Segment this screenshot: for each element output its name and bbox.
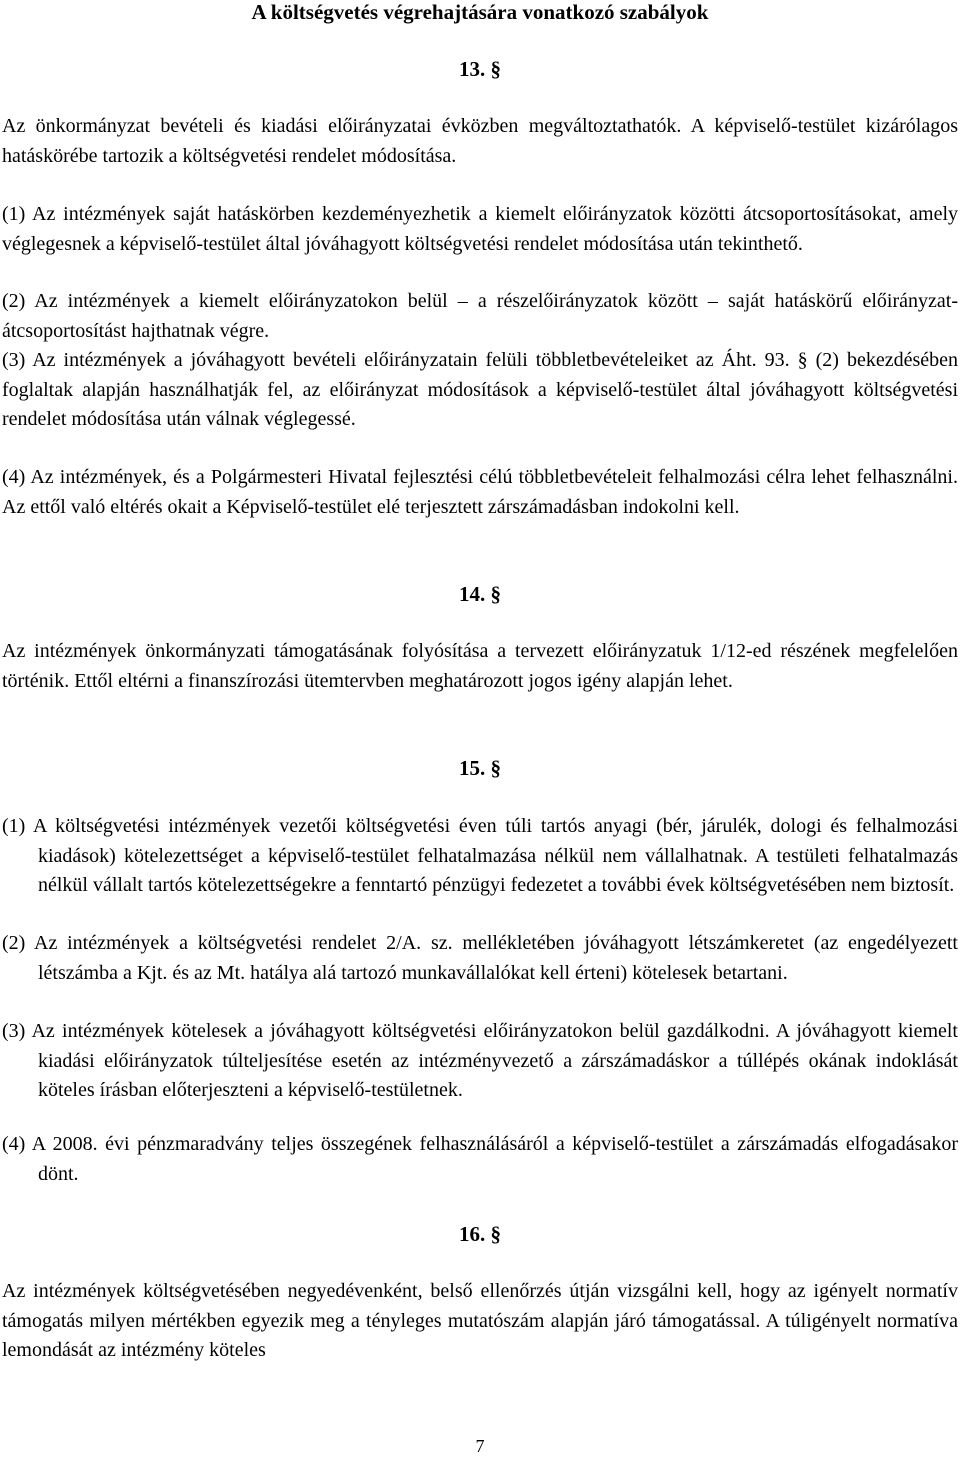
- section-13-intro: Az önkormányzat bevételi és kiadási előirányzatai évközben megváltoztathatók. A képviselő-testület kizárólagos hatáskörébe tartozik a költségvetési rendelet módosítása.: [2, 115, 958, 167]
- section-14-intro: Az intézmények önkormányzati támogatásának folyósítása a tervezett előirányzatuk 1/12-ed részének megfelelően történik. Ettől eltérni a finanszírozási ütemtervben meghatározott jogos igény alapján lehet.: [2, 640, 958, 692]
- section-15-item-3: (3) Az intézmények kötelesek a jóváhagyott költségvetési előirányzatokon belül gazdálkodni. A jóváhagyott kiemelt kiadási előirányzatok túlteljesítése esetén az intézményvezető a zárszámadáskor a túllépés okának indoklását köteles írásban előterjeszteni a képviselő-testületnek.: [2, 1020, 958, 1101]
- section-13-item-2: (2) Az intézmények a kiemelt előirányzatokon belül – a részelőirányzatok között – saját hatáskörű előirányzat-átcsoportosítást hajthatnak végre.: [2, 290, 958, 342]
- section-13-item-1: (1) Az intézmények saját hatáskörben kezdeményezhetik a kiemelt előirányzatok közötti átcsoportosításokat, amely véglegesnek a képviselő-testület által jóváhagyott költségvetési rendelet módosítása után tekinthető.: [2, 203, 958, 255]
- document-title: A költségvetés végrehajtására vonatkozó szabályok: [251, 0, 709, 24]
- section-13-item-3: (3) Az intézmények a jóváhagyott bevételi előirányzatain felüli többletbevételeiket az Áht. 93. § (2) bekezdésében foglaltak alapján használhatják fel, az előirányzat módosítások a képviselő-testület által jóváhagyott költségvetési rendelet módosítása után válnak véglegessé.: [2, 349, 958, 430]
- section-heading-13: 13. §: [459, 57, 501, 81]
- section-15-item-2: (2) Az intézmények a költségvetési rendelet 2/A. sz. mellékletében jóváhagyott létszámkeretet (az engedélyezett létszámba a Kjt. és az Mt. hatálya alá tartozó munkavállalókat kell érteni) kötelesek betartani.: [2, 932, 958, 984]
- section-heading-16: 16. §: [459, 1222, 501, 1246]
- section-15-item-4: (4) A 2008. évi pénzmaradvány teljes összegének felhasználásáról a képviselő-testület a zárszámadás elfogadásakor dönt.: [2, 1133, 958, 1185]
- section-15-item-1: (1) A költségvetési intézmények vezetői költségvetési éven túli tartós anyagi (bér, járulék, dologi és felhalmozási kiadások) kötelezettséget a képviselő-testület felhatalmazása nélkül nem vállalhatnak. A testületi felhatalmazás nélkül vállalt tartós kötelezettségekre a fenntartó pénzügyi fedezetet a további évek költségvetésében nem biztosít.: [2, 815, 958, 896]
- section-heading-14: 14. §: [459, 582, 501, 606]
- section-13-item-4: (4) Az intézmények, és a Polgármesteri Hivatal fejlesztési célú többletbevételeit felhalmozási célra lehet felhasználni. Az ettől való eltérés okait a Képviselő-testület elé terjesztett zárszámadásban indokolni kell.: [2, 466, 958, 518]
- page-number: 7: [475, 1436, 485, 1456]
- section-16-intro: Az intézmények költségvetésében negyedévenként, belső ellenőrzés útján vizsgálni kell, hogy az igényelt normatív támogatás milyen mértékben egyezik meg a tényleges mutatószám alapján járó támogatással. A túligényelt normatíva lemondását az intézmény köteles: [2, 1280, 958, 1361]
- section-heading-15: 15. §: [459, 756, 501, 780]
